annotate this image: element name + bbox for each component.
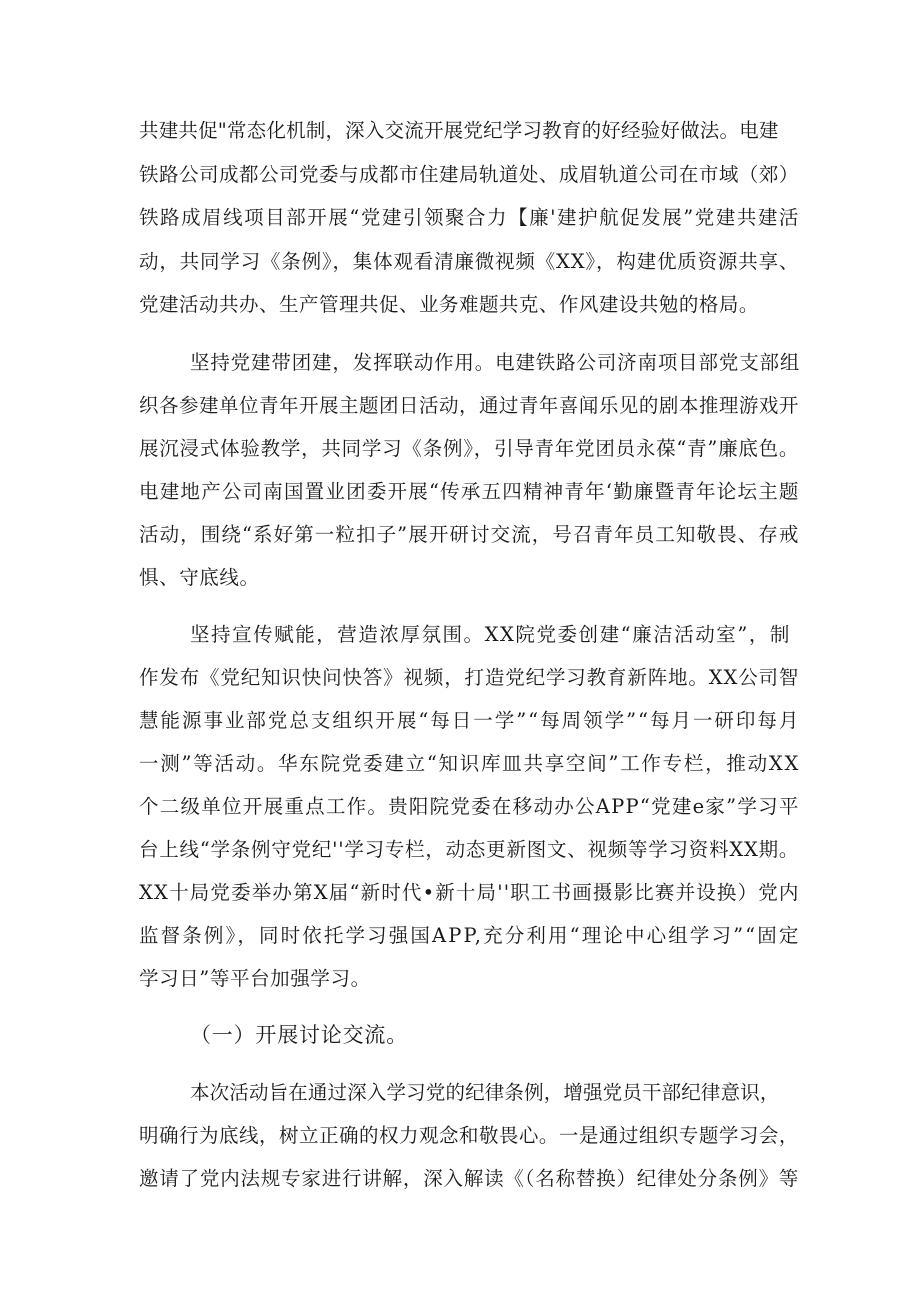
paragraph-line: 电建地产公司南国置业团委开展“传承五四精神青年‘勤廉暨青年论坛主题 <box>139 480 800 503</box>
paragraph-line: 活动，围绕“系好第一粒扣子”展开研讨交流，号召青年员工知敬畏、存戒 <box>139 523 800 546</box>
paragraph-line: 党建活动共办、生产管理共促、业务难题共克、作风建设共勉的格局。 <box>139 293 759 316</box>
paragraph-line: 监督条例》，同时依托学习强国APP,充分利用“理论中心组学习”“固定 <box>139 924 801 947</box>
paragraph-line: XX十局党委举办第X届“新时代•新十局''职工书画摄影比赛并设换）党内 <box>139 881 800 904</box>
paragraph-line: 共建共促"常态化机制，深入交流开展党纪学习教育的好经验好做法。电建 <box>139 119 779 142</box>
paragraph-line: 作发布《党纪知识快问快答》视频，打造党纪学习教育新阵地。XX公司智 <box>139 666 800 689</box>
paragraph-line: 动，共同学习《条例》，集体观看清廉微视频《XX》，构建优质资源共享、 <box>139 250 800 273</box>
paragraph-line: 个二级单位开展重点工作。贵阳院党委在移动办公APP“党建e家”学习平 <box>139 795 800 818</box>
paragraph-line: 明确行为底线，树立正确的权力观念和敬畏心。一是通过组织专题学习会， <box>139 1124 799 1147</box>
paragraph-line: 邀请了党内法规专家进行讲解，深入解读《（名称替换）纪律处分条例》等 <box>139 1167 800 1190</box>
paragraph-line: 学习日”等平台加强学习。 <box>139 967 371 990</box>
paragraph-line: 展沉浸式体验教学，共同学习《条例》，引导青年党团员永葆“青”廉底色。 <box>139 437 800 460</box>
paragraph-line: 织各参建单位青年开展主题团日活动，通过青年喜闻乐见的剧本推理游戏开 <box>139 394 799 417</box>
paragraph-line: 坚持党建带团建，发挥联动作用。电建铁路公司济南项目部党支部组 <box>190 351 801 374</box>
paragraph-line: 本次活动旨在通过深入学习党的纪律条例，增强党员干部纪律意识， <box>190 1081 780 1104</box>
paragraph-line: 坚持宣传赋能，营造浓厚氛围。XX院党委创建“廉洁活动室”，制 <box>190 623 791 646</box>
paragraph-line: 慧能源事业部党总支组织开展“每日一学”“每周领学”“每月一研印每月 <box>139 709 801 732</box>
paragraph-line: 铁路公司成都公司党委与成都市住建局轨道处、成眉轨道公司在市域（郊） <box>139 163 799 186</box>
paragraph-line: 铁路成眉线项目部开展“党建引领聚合力【廉'建护航促发展”党建共建活 <box>139 206 800 229</box>
paragraph-line: 惧、守底线。 <box>139 566 260 589</box>
paragraph-line: 一测”等活动。华东院党委建立“知识库皿共享空间”工作专栏，推动XX <box>139 752 801 775</box>
paragraph-line: 台上线“学条例守党纪''学习专栏，动态更新图文、视频等学习资料XX期。 <box>139 838 800 861</box>
section-heading: （一）开展讨论交流。 <box>190 1023 408 1047</box>
